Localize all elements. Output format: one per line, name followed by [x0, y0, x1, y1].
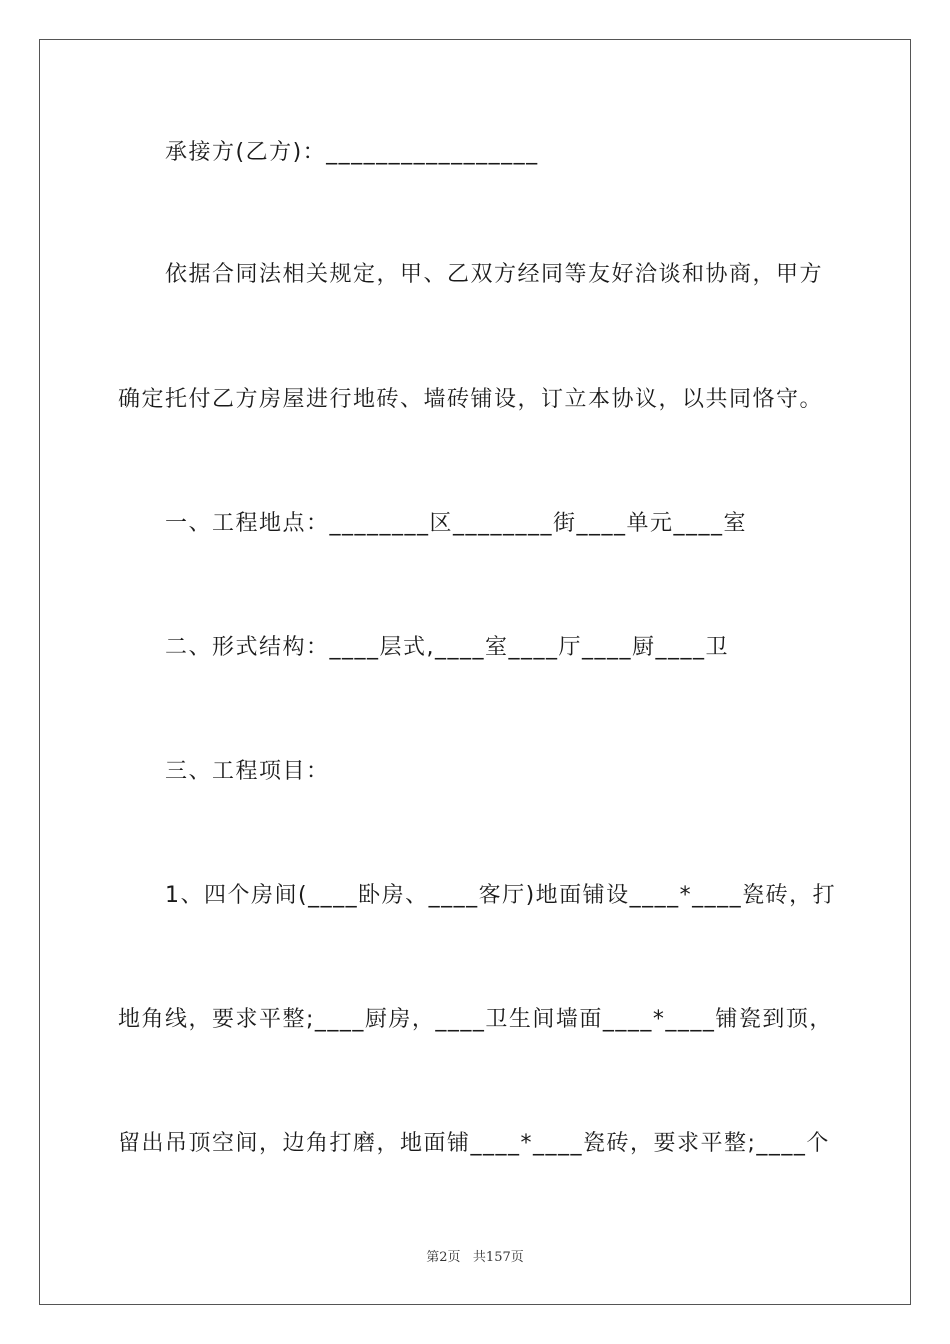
project-location-line: 一、工程地点：________区________街____单元____室: [165, 511, 748, 536]
structure-form-line: 二、形式结构：____层式,____室____厅____厨____卫: [165, 635, 729, 660]
page-border: [39, 39, 911, 1305]
project-items-heading: 三、工程项目：: [165, 759, 330, 784]
item-1-line-1: 1、四个房间(____卧房、____客厅)地面铺设____*____瓷砖，打: [165, 883, 837, 908]
contractor-party-b-line: 承接方(乙方)：_________________: [165, 140, 539, 165]
item-1-line-2: 地角线，要求平整;____厨房，____卫生间墙面____*____铺瓷到顶，: [118, 1007, 833, 1032]
preamble-line-2: 确定托付乙方房屋进行地砖、墙砖铺设，订立本协议，以共同恪守。: [118, 387, 824, 412]
preamble-line-1: 依据合同法相关规定，甲、乙双方经同等友好洽谈和协商，甲方: [165, 262, 824, 287]
item-1-line-3: 留出吊顶空间，边角打磨，地面铺____*____瓷砖，要求平整;____个: [118, 1131, 830, 1156]
page-number-footer: 第2页 共157页: [426, 1250, 524, 1265]
